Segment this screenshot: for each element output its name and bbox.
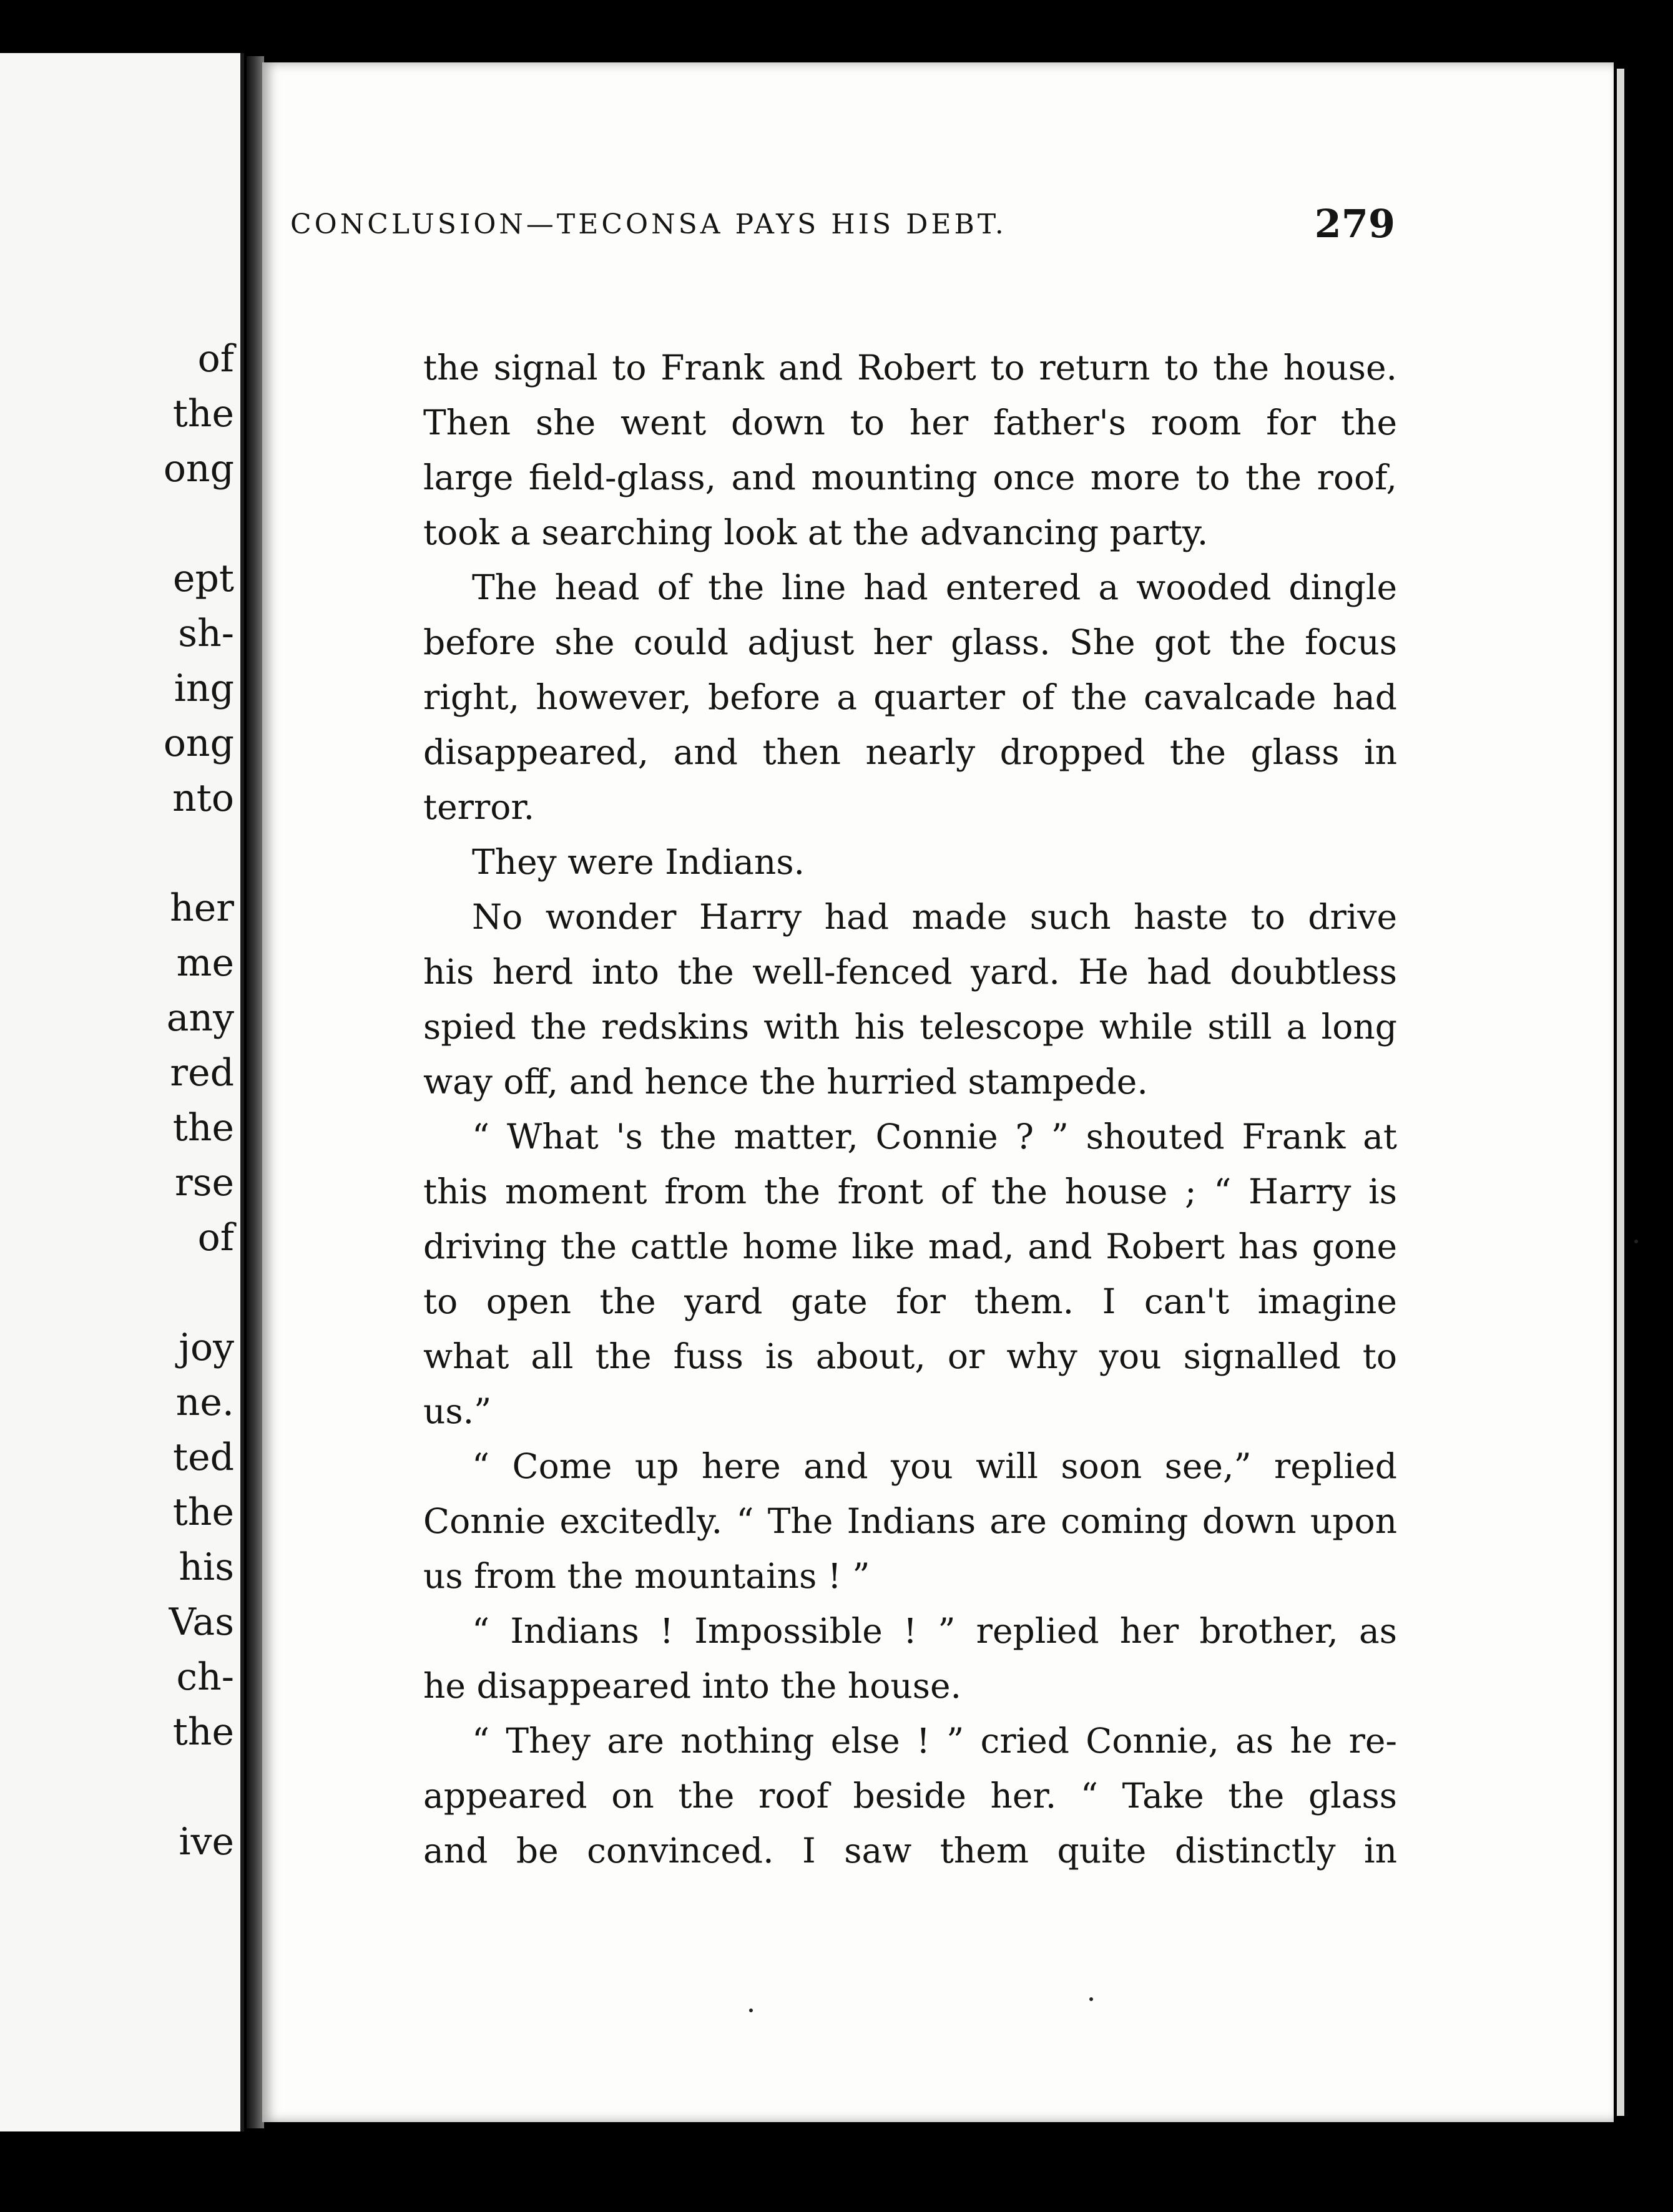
fragment: the bbox=[172, 1106, 234, 1150]
text-line: “ Indians ! Impossible ! ” replied her brother, as bbox=[472, 1611, 1397, 1651]
text-line: Then she went down to her father's room for the bbox=[423, 403, 1397, 443]
text-line: terror. bbox=[423, 787, 535, 827]
page-number: 279 bbox=[1314, 201, 1395, 247]
dust-speck bbox=[1089, 1997, 1093, 2001]
text-line: No wonder Harry had made such haste to drive bbox=[472, 897, 1397, 937]
text-line: what all the fuss is about, or why you signalled to bbox=[423, 1336, 1397, 1376]
text-line: driving the cattle home like mad, and Robert has gone bbox=[423, 1226, 1397, 1266]
text-line: us.” bbox=[423, 1391, 492, 1431]
fragment: ong bbox=[163, 447, 234, 491]
text-line: before she could adjust her glass. She got the focus bbox=[423, 622, 1397, 662]
fragment: the bbox=[172, 1710, 234, 1754]
text-line: us from the mountains ! ” bbox=[423, 1556, 870, 1596]
dust-speck bbox=[1634, 1240, 1638, 1243]
text-line: the signal to Frank and Robert to return to the house. bbox=[423, 348, 1397, 388]
fragment: Vas bbox=[169, 1600, 234, 1644]
text-line: he disappeared into the house. bbox=[423, 1666, 962, 1706]
previous-page bbox=[0, 53, 244, 2131]
fragment: any bbox=[166, 996, 234, 1040]
text-line: way off, and hence the hurried stampede. bbox=[423, 1062, 1148, 1102]
text-line: “ Come up here and you will soon see,” replied bbox=[472, 1446, 1397, 1486]
fragment: sh- bbox=[178, 612, 234, 655]
text-line: took a searching look at the advancing party. bbox=[423, 512, 1209, 552]
fragment: his bbox=[179, 1545, 234, 1589]
text-line: right, however, before a quarter of the cavalcade had bbox=[423, 677, 1397, 717]
text-line: “ They are nothing else ! ” cried Connie, as he re- bbox=[472, 1721, 1397, 1761]
fragment: her bbox=[170, 886, 234, 930]
text-line: appeared on the roof beside her. “ Take the glass bbox=[423, 1776, 1397, 1816]
fragment: ne. bbox=[175, 1381, 234, 1424]
text-line: spied the redskins with his telescope while still a long bbox=[423, 1007, 1397, 1047]
body-text bbox=[423, 340, 1397, 1878]
text-line: his herd into the well-fenced yard. He had doubtless bbox=[423, 952, 1397, 992]
dust-speck bbox=[749, 2009, 753, 2012]
book-gutter bbox=[247, 56, 264, 2128]
fragment: joy bbox=[179, 1326, 234, 1369]
fragment: nto bbox=[172, 776, 234, 820]
text-line: The head of the line had entered a wooded dingle bbox=[472, 567, 1397, 607]
fragment: me bbox=[176, 941, 234, 985]
text-line: to open the yard gate for them. I can't imagine bbox=[423, 1281, 1397, 1321]
running-head bbox=[290, 201, 1395, 251]
fragment: ing bbox=[174, 667, 234, 710]
fragment: red bbox=[170, 1051, 234, 1095]
fragment: the bbox=[172, 392, 234, 436]
fragment: the bbox=[172, 1490, 234, 1534]
running-title: CONCLUSION—TECONSA PAYS HIS DEBT. bbox=[290, 208, 1007, 240]
fragment: rse bbox=[175, 1161, 234, 1205]
text-line: this moment from the front of the house ; “ Harry is bbox=[423, 1172, 1397, 1211]
fragment: ch- bbox=[176, 1655, 234, 1699]
text-line: Connie excitedly. “ The Indians are coming down upon bbox=[423, 1501, 1397, 1541]
text-line: disappeared, and then nearly dropped the glass in bbox=[423, 732, 1397, 772]
page-edge bbox=[1617, 69, 1624, 2116]
fragment: ive bbox=[179, 1820, 234, 1864]
text-line: “ What 's the matter, Connie ? ” shouted Frank at bbox=[472, 1117, 1397, 1157]
fragment: ept bbox=[172, 557, 234, 600]
text-line: large field-glass, and mounting once more to the roof, bbox=[423, 458, 1397, 497]
fragment: of bbox=[197, 337, 234, 381]
fragment: ong bbox=[163, 722, 234, 765]
text-line: and be convinced. I saw them quite distinctly in bbox=[423, 1831, 1397, 1871]
fragment: ted bbox=[172, 1436, 234, 1479]
fragment: of bbox=[197, 1216, 234, 1260]
text-line: They were Indians. bbox=[472, 842, 805, 882]
